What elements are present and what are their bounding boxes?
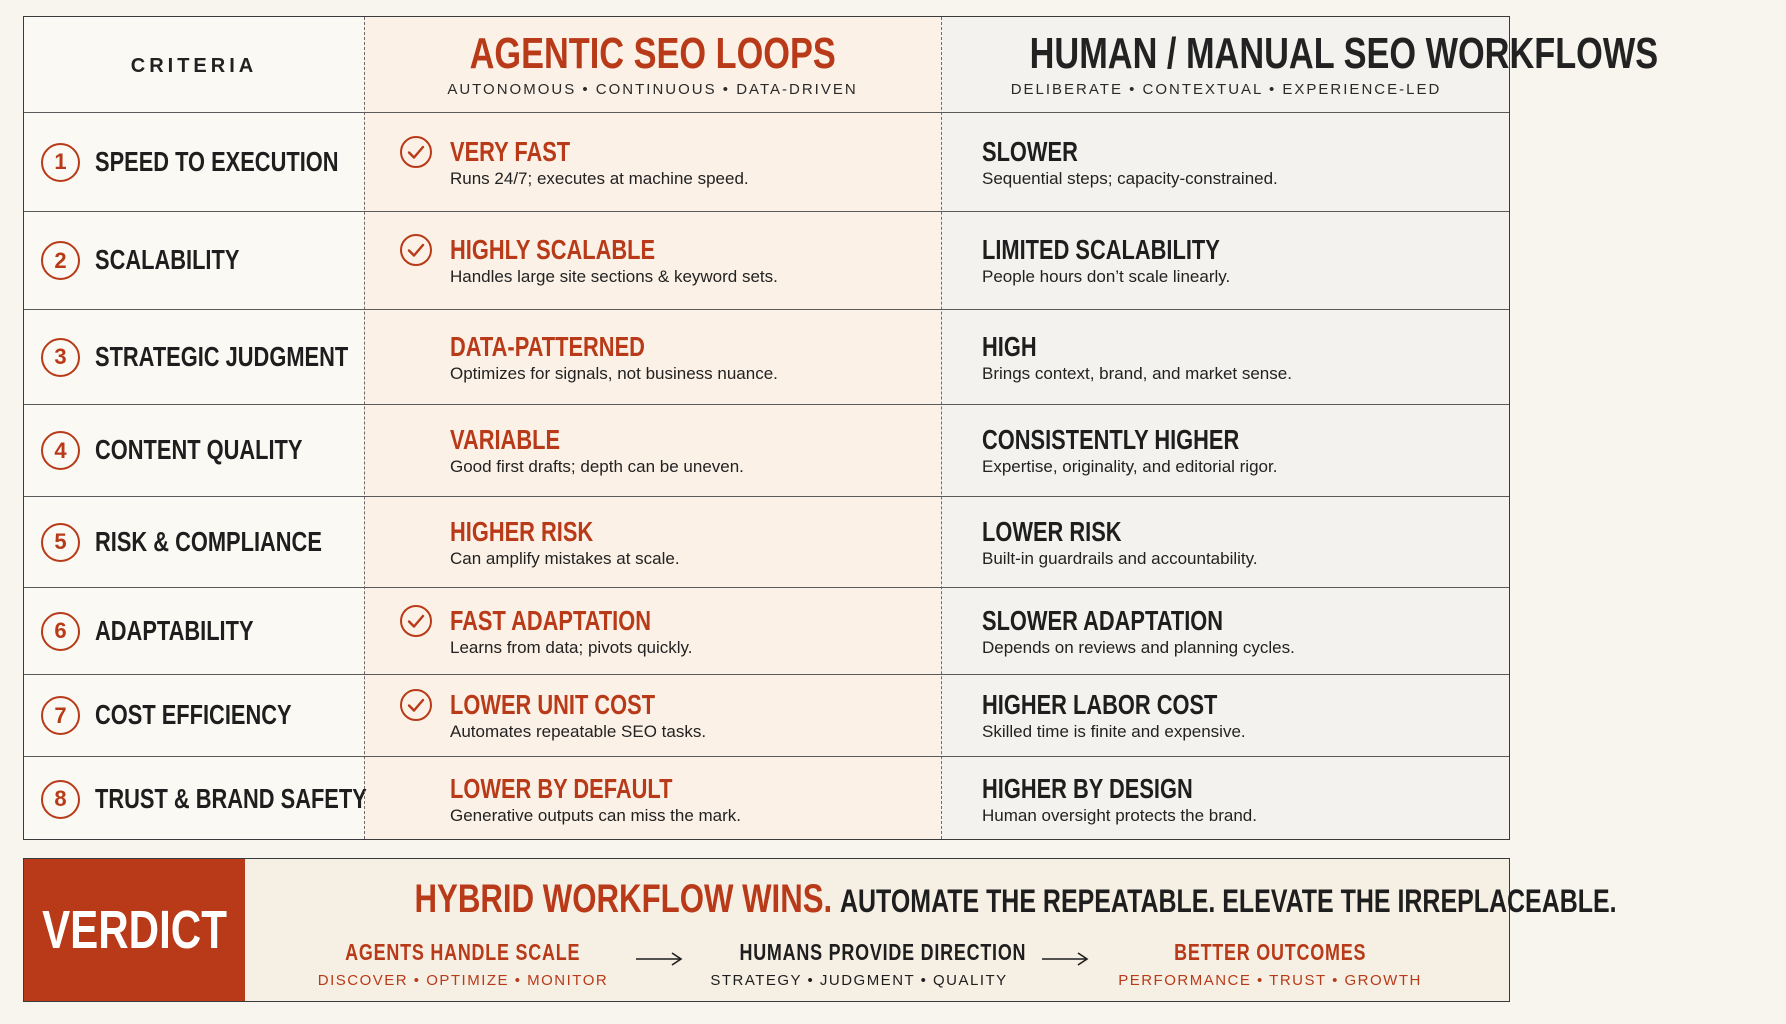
check-circle-icon <box>399 688 433 722</box>
human-description: Sequential steps; capacity-constrained. <box>982 169 1278 188</box>
agentic-rating: FAST ADAPTATION <box>450 605 651 636</box>
agentic-rating: VARIABLE <box>450 424 561 455</box>
human-rating: CONSISTENTLY HIGHER <box>982 424 1240 455</box>
row-divider <box>24 309 1509 310</box>
criterion-number-badge: 4 <box>41 431 80 470</box>
agentic-description: Automates repeatable SEO tasks. <box>450 722 707 741</box>
step-title: HUMANS PROVIDE DIRECTION <box>739 939 1027 965</box>
agentic-cell <box>364 587 941 674</box>
check-circle-icon <box>399 233 433 267</box>
table-row <box>24 674 1511 756</box>
human-description: Skilled time is finite and expensive. <box>982 722 1246 741</box>
table-row <box>24 211 1511 309</box>
table-row <box>24 404 1511 496</box>
agentic-subtitle: AUTONOMOUS • CONTINUOUS • DATA-DRIVEN <box>447 81 858 98</box>
agentic-cell <box>364 756 941 841</box>
row-divider <box>24 756 1509 757</box>
criterion-label: STRATEGIC JUDGMENT <box>95 340 349 372</box>
verdict-wins: HYBRID WORKFLOW WINS. <box>414 877 833 921</box>
agentic-rating: DATA-PATTERNED <box>450 331 645 362</box>
human-description: Brings context, brand, and market sense. <box>982 364 1292 383</box>
criterion-label: COST EFFICIENCY <box>95 699 292 730</box>
agentic-description: Optimizes for signals, not business nuance. <box>450 364 778 383</box>
row-divider <box>24 674 1509 675</box>
table-row <box>24 587 1511 674</box>
agentic-rating: LOWER UNIT COST <box>450 689 656 720</box>
agentic-cell <box>364 496 941 587</box>
human-cell <box>941 496 1511 587</box>
agentic-description: Good first drafts; depth can be uneven. <box>450 457 744 476</box>
human-rating: HIGHER BY DESIGN <box>982 773 1193 804</box>
verdict-headline <box>245 877 1617 922</box>
verdict-badge <box>24 859 245 1001</box>
agentic-cell <box>364 674 941 756</box>
human-description: Human oversight protects the brand. <box>982 806 1257 825</box>
criterion-number-badge: 2 <box>41 241 80 280</box>
column-divider <box>941 17 942 839</box>
criterion-label: SCALABILITY <box>95 244 240 275</box>
agentic-rating: HIGHLY SCALABLE <box>450 234 656 265</box>
criterion-number-badge: 6 <box>41 612 80 651</box>
row-divider <box>24 496 1509 497</box>
human-title: HUMAN / MANUAL SEO WORKFLOWS <box>1029 29 1659 78</box>
human-rating: SLOWER ADAPTATION <box>982 605 1224 636</box>
agentic-rating: HIGHER RISK <box>450 516 594 547</box>
agentic-rating: VERY FAST <box>450 136 571 167</box>
criterion-number-badge: 3 <box>41 338 80 377</box>
criterion-number-badge: 1 <box>41 143 80 182</box>
human-cell <box>941 404 1511 496</box>
criteria-header-label: CRITERIA <box>130 55 258 77</box>
row-divider <box>24 112 1509 113</box>
criterion-cell <box>24 404 364 496</box>
human-header <box>941 17 1659 112</box>
verdict-panel <box>23 858 1617 1002</box>
step-subtitle: PERFORMANCE • TRUST • GROWTH <box>1118 972 1422 989</box>
verdict-tagline: AUTOMATE THE REPEATABLE. ELEVATE THE IRREPLACEABLE. <box>840 883 1617 919</box>
criterion-cell <box>24 496 364 587</box>
criteria-header <box>24 17 364 112</box>
step-subtitle: STRATEGY • JUDGMENT • QUALITY <box>710 972 1008 989</box>
arrow-right-icon <box>634 951 684 967</box>
table-row <box>24 309 1511 404</box>
verdict-label: VERDICT <box>42 900 227 960</box>
agentic-description: Learns from data; pivots quickly. <box>450 638 693 657</box>
agentic-header <box>364 17 941 112</box>
table-row <box>24 496 1511 587</box>
criterion-label: ADAPTABILITY <box>95 614 254 646</box>
agentic-description: Can amplify mistakes at scale. <box>450 549 680 568</box>
human-rating: LIMITED SCALABILITY <box>982 234 1220 265</box>
agentic-cell <box>364 211 941 309</box>
row-divider <box>24 404 1509 405</box>
human-rating: HIGHER LABOR COST <box>982 689 1218 720</box>
comparison-table <box>23 16 1659 840</box>
human-cell <box>941 211 1511 309</box>
agentic-rating: LOWER BY DEFAULT <box>450 773 673 804</box>
row-divider <box>24 211 1509 212</box>
human-rating: HIGH <box>982 331 1037 362</box>
criterion-cell <box>24 587 364 674</box>
agentic-cell <box>364 112 941 211</box>
human-description: Built-in guardrails and accountability. <box>982 549 1258 568</box>
step-title: BETTER OUTCOMES <box>1173 939 1367 965</box>
agentic-title: AGENTIC SEO LOOPS <box>469 29 836 78</box>
criterion-number-badge: 8 <box>41 780 80 819</box>
human-description: Expertise, originality, and editorial rigor. <box>982 457 1278 476</box>
step-title: AGENTS HANDLE SCALE <box>345 939 581 965</box>
criterion-number-badge: 5 <box>41 523 80 562</box>
criterion-cell <box>24 112 364 211</box>
column-divider <box>364 17 365 839</box>
check-circle-icon <box>399 135 433 169</box>
human-cell <box>941 587 1511 674</box>
agentic-cell <box>364 404 941 496</box>
verdict-step-outcomes <box>1110 939 1430 989</box>
verdict-step-agents <box>303 939 623 989</box>
row-divider <box>24 587 1509 588</box>
check-circle-icon <box>399 604 433 638</box>
human-cell <box>941 674 1511 756</box>
criterion-label: CONTENT QUALITY <box>95 434 303 465</box>
step-subtitle: DISCOVER • OPTIMIZE • MONITOR <box>317 972 609 989</box>
human-rating: LOWER RISK <box>982 516 1122 547</box>
table-row <box>24 112 1511 211</box>
criterion-label: RISK & COMPLIANCE <box>95 525 322 557</box>
agentic-description: Generative outputs can miss the mark. <box>450 806 742 825</box>
human-cell <box>941 756 1511 841</box>
human-cell <box>941 112 1511 211</box>
human-description: Depends on reviews and planning cycles. <box>982 638 1295 657</box>
human-rating: SLOWER <box>982 136 1078 167</box>
agentic-cell <box>364 309 941 404</box>
criterion-label: TRUST & BRAND SAFETY <box>95 782 367 814</box>
criterion-cell <box>24 309 364 404</box>
human-description: People hours don’t scale linearly. <box>982 267 1231 286</box>
table-row <box>24 756 1511 841</box>
criterion-cell <box>24 674 364 756</box>
criterion-cell <box>24 756 367 841</box>
criterion-label: SPEED TO EXECUTION <box>95 145 339 177</box>
human-subtitle: DELIBERATE • CONTEXTUAL • EXPERIENCE-LED <box>1010 81 1442 98</box>
agentic-description: Runs 24/7; executes at machine speed. <box>450 169 749 188</box>
agentic-description: Handles large site sections & keyword sets. <box>450 267 778 286</box>
human-cell <box>941 309 1511 404</box>
criterion-number-badge: 7 <box>41 696 80 735</box>
arrow-right-icon <box>1040 951 1090 967</box>
criterion-cell <box>24 211 364 309</box>
verdict-step-humans <box>699 939 1027 989</box>
